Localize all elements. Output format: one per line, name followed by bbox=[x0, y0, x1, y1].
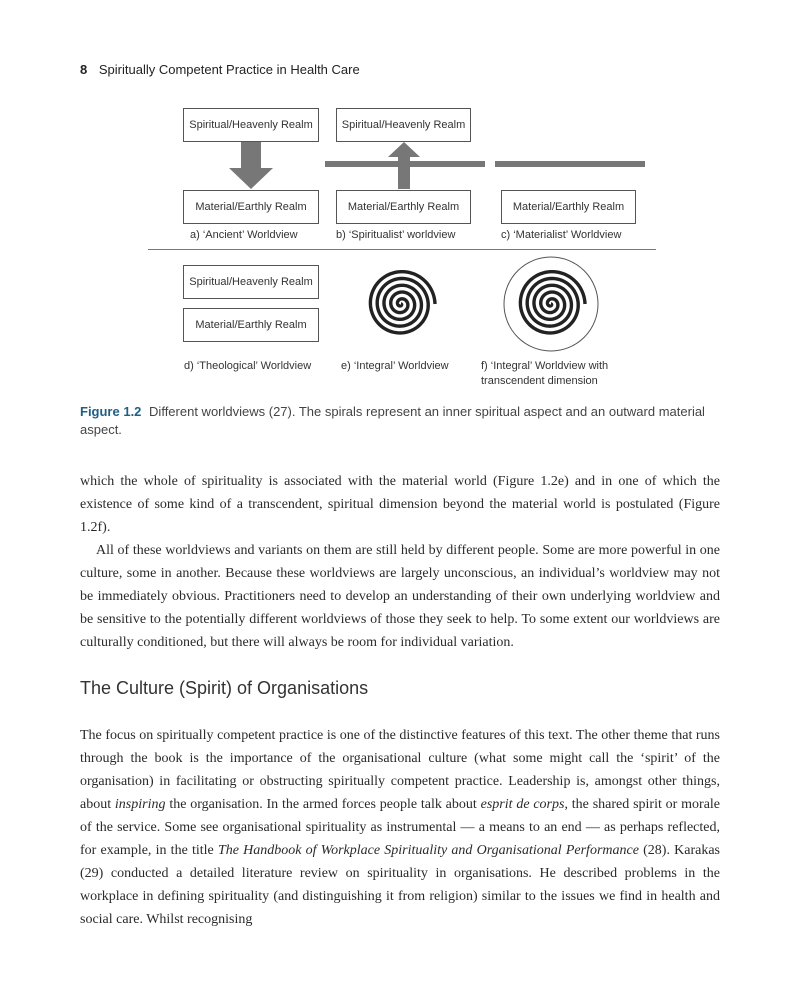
earthly-realm-box-a: Material/Earthly Realm bbox=[183, 190, 319, 224]
earthly-realm-box-b: Material/Earthly Realm bbox=[336, 190, 471, 224]
earthly-realm-box-c: Material/Earthly Realm bbox=[501, 190, 636, 224]
label-spiritualist: b) ‘Spiritualist’ worldview bbox=[336, 229, 456, 241]
up-arrow-barrier-icon bbox=[325, 142, 485, 190]
body-text-upper bbox=[80, 470, 720, 654]
earthly-realm-box-d: Material/Earthly Realm bbox=[183, 308, 319, 342]
figure-number: Figure 1.2 bbox=[80, 404, 142, 419]
paragraph bbox=[80, 724, 720, 931]
barrier-line-icon bbox=[495, 161, 645, 167]
italic-run: esprit de corps bbox=[480, 797, 565, 812]
paragraph: which the whole of spirituality is associated with the material world (Figure 1.2e) and in one of which the existence of some kind of a transcendent, spiritual dimension beyond the material world is postulated (Figure 1.2f). bbox=[80, 474, 720, 535]
heavenly-realm-box-a: Spiritual/Heavenly Realm bbox=[183, 108, 319, 142]
label-ancient: a) ‘Ancient’ Worldview bbox=[190, 229, 298, 241]
caption-text: Different worldviews (27). The spirals represent an inner spiritual aspect and an outward material aspect. bbox=[80, 404, 705, 437]
book-title: Spiritually Competent Practice in Health Care bbox=[98, 62, 360, 77]
worldviews-figure bbox=[0, 0, 800, 400]
text-run: , the shared spirit or morale of the service. Some see organisational spirituality as instrumental — a means to an end — as perhaps reflected, for example, in the title bbox=[80, 797, 721, 858]
italic-run: inspiring bbox=[114, 797, 166, 812]
label-materialist: c) ‘Materialist’ Worldview bbox=[501, 229, 622, 241]
down-arrow-icon bbox=[228, 142, 274, 190]
label-integral: e) ‘Integral’ Worldview bbox=[341, 360, 449, 372]
figure-divider bbox=[148, 249, 656, 250]
label-integral-transcendent-2: transcendent dimension bbox=[481, 375, 598, 387]
section-heading: The Culture (Spirit) of Organisations bbox=[80, 678, 369, 698]
page-number: 8 bbox=[80, 62, 88, 77]
label-integral-transcendent: f) ‘Integral’ Worldview with bbox=[481, 360, 609, 372]
italic-run: The Handbook of Workplace Spirituality and Organisational Performance bbox=[217, 843, 639, 858]
text-run: the organisation. In the armed forces people talk about bbox=[165, 797, 481, 812]
heavenly-realm-box-d: Spiritual/Heavenly Realm bbox=[183, 265, 319, 299]
paragraph: All of these worldviews and variants on them are still held by different people. Some are more powerful in one culture, some in another. Because these worldviews are largely unconscious, an individual’s worldview may not be immediately obvious. Practitioners need to develop an understanding of their own underlying worldview and be sensitive to the potentially different worldviews of those they seek to help. To some extent our worldviews are culturally conditioned, but there will always be room for individual variation. bbox=[80, 543, 720, 650]
label-theological: d) ‘Theological’ Worldview bbox=[184, 360, 312, 372]
spiral-icon bbox=[365, 268, 437, 340]
text-run: The focus on spiritually competent practice is one of the distinctive features of this text. The other theme that runs through the book is the importance of the organisational culture (what some might call the ‘spirit’ of the organisation) in facilitating or obstructing spiritually competent practice. Leadership is, amongst other things, about bbox=[80, 728, 720, 812]
text-run: (28). Karakas (29) conducted a detailed literature review on spirituality in organisations. He described problems in the workplace in defining spirituality (and distinguishing it from religion) similar to the issues we find in health and social care. Whilst recognising bbox=[80, 843, 720, 927]
body-text-lower bbox=[80, 724, 720, 931]
figure-caption bbox=[80, 403, 730, 439]
circled-spiral-icon bbox=[502, 255, 600, 353]
heavenly-realm-box-b: Spiritual/Heavenly Realm bbox=[336, 108, 471, 142]
